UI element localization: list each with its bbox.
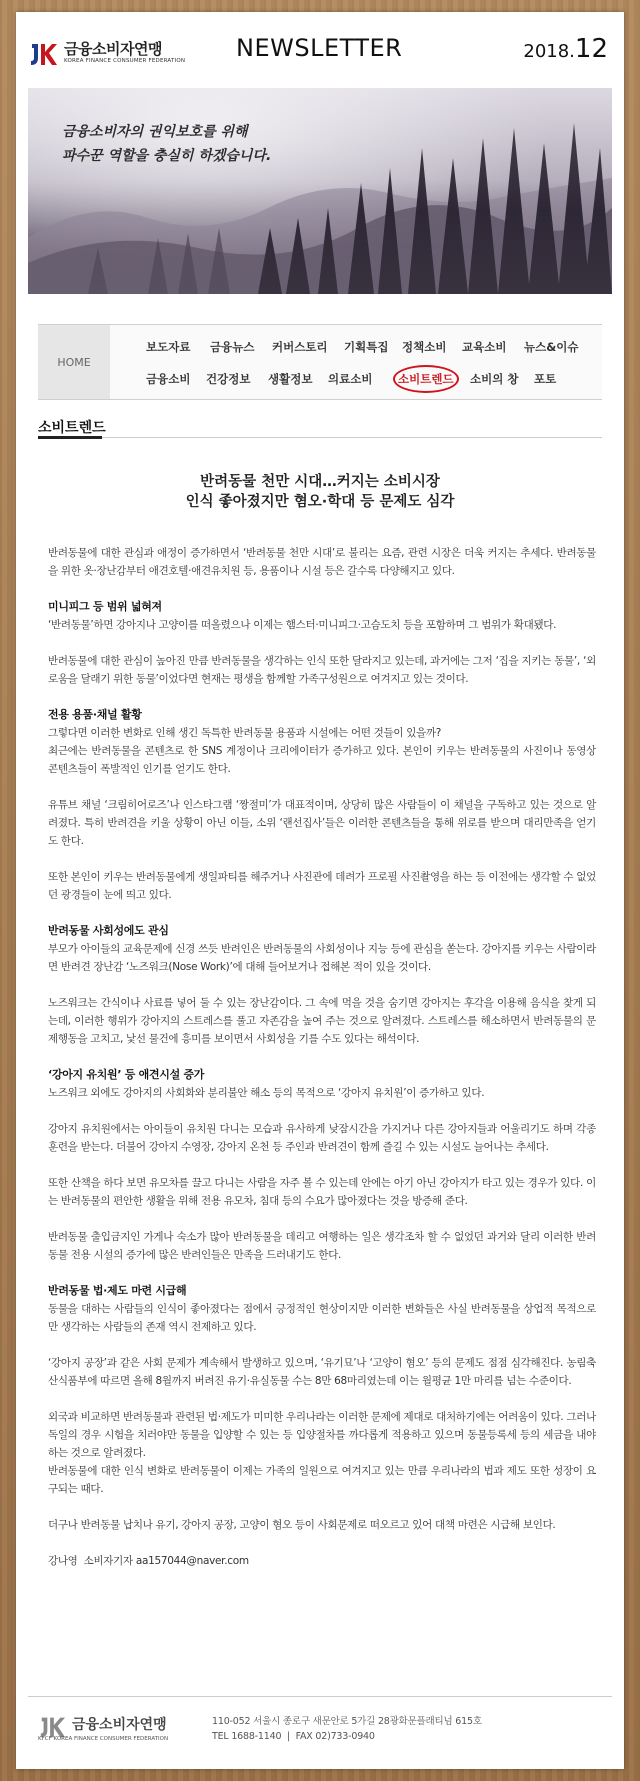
kfcf-logo-icon — [28, 38, 58, 68]
nav-item-education[interactable]: 교육소비 — [462, 340, 507, 354]
paragraph: 반려동물 출입금지인 가게나 숙소가 많아 반려동물을 데리고 여행하는 일은 생각조차 할 수 없었던 과거와 달리 이러한 반려동물 전용 시설의 증가에 많은 반려인들은 만족을 드러내기도 한다. — [48, 1231, 596, 1261]
nav-item-press-release[interactable]: 보도자료 — [146, 340, 191, 354]
paragraph: 또한 산책을 하다 보면 유모차를 끌고 다니는 사람을 자주 볼 수 있는데 안에는 아기 아닌 강아지가 타고 있는 경우가 있다. 이는 반려동물의 편안한 생활을 위해 전용 유모차, 침대 등의 수요가 많아졌다는 것을 방증해 준다. — [48, 1177, 596, 1207]
paragraph: 부모가 아이들의 교육문제에 신경 쓰듯 반려인은 반려동물의 사회성이나 지능 등에 관심을 쏟는다. 강아지를 키우는 사람이라면 반려견 장난감 ‘노즈워크(Nose Work)’에 대해 들어보거나 접해본 적이 있을 것이다. — [48, 943, 596, 973]
footer-org-name-en: KFCF KOREA FINANCE CONSUMER FEDERATION — [38, 1736, 169, 1742]
org-name: 금융소비자연맹 — [64, 40, 162, 58]
paragraph: 더구나 반려동물 납치나 유기, 강아지 공장, 고양이 혐오 등이 사회문제로 떠오르고 있어 대책 마련은 시급해 보인다. — [48, 1519, 556, 1531]
subheading: 전용 용품·채널 활황 — [48, 708, 142, 721]
paragraph: 외국과 비교하면 반려동물과 관련된 법·제도가 미미한 우리나라는 이러한 문제에 제대로 대처하기에는 어려움이 있다. 그러나 독일의 경우 시험을 치러야만 동물을 입양할 수 있는 등 입양절차를 까다롭게 적용하고 있으며 동물등록세 등의 세금을 내야 하는 것으로 알려졌다. — [48, 1411, 596, 1459]
hero-banner — [28, 88, 612, 294]
banner-slogan-line1: 금융소비자의 권익보호를 위해 — [62, 124, 248, 140]
paragraph: 노즈워크 외에도 강아지의 사회화와 분리불안 해소 등의 목적으로 ‘강아지 유치원’이 증가하고 있다. — [48, 1087, 485, 1099]
nav-item-finance-news[interactable]: 금융뉴스 — [210, 340, 255, 354]
newsletter-title: NEWSLETTER — [236, 34, 403, 62]
nav-item-policy[interactable]: 정책소비 — [402, 340, 447, 354]
headline-line1: 반려동물 천만 시대…커지는 소비시장 — [200, 474, 440, 490]
misty-forest-illustration — [28, 88, 612, 294]
issue-month: 12 — [574, 34, 608, 64]
org-name-en: KOREA FINANCE CONSUMER FEDERATION — [64, 58, 186, 64]
nav-item-consumer-trend[interactable]: 소비트렌드 — [398, 372, 454, 386]
subheading: 미니피그 등 범위 넓혀져 — [48, 600, 162, 613]
paragraph: 또한 본인이 키우는 반려동물에게 생일파티를 해주거나 사진관에 데려가 프로필 사진촬영을 하는 등 이전에는 생각할 수 없었던 광경들이 눈에 띄고 있다. — [48, 871, 596, 901]
section-title: 소비트렌드 — [38, 420, 106, 436]
nav-item-news-issue[interactable]: 뉴스&이슈 — [524, 340, 579, 354]
banner-slogan-line2: 파수꾼 역할을 충실히 하겠습니다. — [62, 148, 272, 164]
nav-item-cover-story[interactable]: 커버스토리 — [272, 340, 328, 354]
banner-slogan — [62, 120, 271, 168]
article-byline: 강나영 소비자기자 aa157044@naver.com — [48, 1555, 249, 1567]
paragraph: ‘강아지 공장’과 같은 사회 문제가 계속해서 발생하고 있으며, ‘유기묘’나 ‘고양이 혐오’ 등의 문제도 점점 심각해진다. 농림축산식품부에 따르면 올해 8월까지 버려진 유기·유실동물 수는 8만 68마리였는데 이는 월평균 1만 마리를 넘는 수준이다. — [48, 1357, 596, 1387]
paragraph: 노즈워크는 간식이나 사료를 넣어 둘 수 있는 장난감이다. 그 속에 먹을 것을 숨기면 강아지는 후각을 이용해 음식을 찾게 되는데, 이러한 행위가 강아지의 스트레스를 풀고 자존감을 높여 주는 것으로 알려졌다. 스트레스를 해소하면서 반려동물의 문제행동을 고치고, 낯선 물건에 흥미를 보이면서 사회성을 기를 수도 있다는 해석이다. — [48, 997, 596, 1045]
newsletter-paper — [16, 12, 624, 1769]
paragraph: 동물을 대하는 사람들의 인식이 좋아졌다는 점에서 긍정적인 현상이지만 이러한 변화들은 사실 반려동물을 상업적 목적으로만 생각하는 사람들의 존재 역시 전제하고 있다. — [48, 1303, 596, 1333]
paragraph: 반려동물에 대한 관심과 애정이 증가하면서 ‘반려동물 천만 시대’로 불리는 요즘, 관련 시장은 더욱 커지는 추세다. 반려동물을 위한 옷·장난감부터 애견호텔·애견유치원 등, 용품이나 시설 등은 갈수록 다양해지고 있다. — [48, 547, 596, 577]
paragraph: 그렇다면 이러한 변화로 인해 생긴 독특한 반려동물 용품과 시설에는 어떤 것들이 있을까? — [48, 727, 442, 739]
nav-item-finance-consumption[interactable]: 금융소비 — [146, 372, 191, 386]
subheading: ‘강아지 유치원’ 등 애견시설 증가 — [48, 1068, 205, 1081]
issue-date — [523, 34, 608, 64]
nav-home[interactable]: HOME — [38, 325, 110, 399]
paragraph: ‘반려동물’하면 강아지나 고양이를 떠올렸으나 이제는 햄스터·미니피그·고슴도치 등을 포함하며 그 범위가 확대됐다. — [48, 619, 557, 631]
footer-divider — [28, 1696, 612, 1697]
paragraph: 반려동물에 대한 관심이 높아진 만큼 반려동물을 생각하는 인식 또한 달라지고 있는데, 과거에는 그저 ‘집을 지키는 동물’, ‘외로움을 달래기 위한 동물’이었다면 현재는 평생을 함께할 가족구성원으로 여겨지고 있는 것이다. — [48, 655, 596, 685]
paragraph: 유튜브 채널 ‘크림히어로즈’나 인스타그램 ‘짱절미’가 대표적이며, 상당히 많은 사람들이 이 채널을 구독하고 있는 것으로 알려졌다. 특히 반려견을 키울 상황이 아닌 이들, 소위 ‘랜선집사’들은 이러한 콘텐츠들을 통해 위로를 받으며 대리만족을 얻기도 한다. — [48, 799, 596, 847]
category-nav — [38, 324, 602, 400]
paragraph: 반려동물에 대한 인식 변화로 반려동물이 이제는 가족의 일원으로 여겨지고 있는 만큼 우리나라의 법과 제도 또한 성장이 요구되는 때다. — [48, 1465, 596, 1495]
nav-item-photo[interactable]: 포토 — [534, 372, 557, 386]
nav-item-living[interactable]: 생활정보 — [268, 372, 313, 386]
subheading: 반려동물 법·제도 마련 시급해 — [48, 1284, 187, 1297]
newsletter-header — [16, 12, 624, 90]
nav-item-medical[interactable]: 의료소비 — [328, 372, 373, 386]
headline-line2: 인식 좋아졌지만 혐오·학대 등 문제도 심각 — [185, 494, 455, 510]
section-divider — [38, 437, 602, 438]
footer-logo[interactable] — [38, 1712, 198, 1748]
nav-item-health[interactable]: 건강정보 — [206, 372, 251, 386]
org-logo[interactable] — [28, 38, 188, 74]
article-headline — [16, 472, 624, 512]
footer-address: 110-052 서울시 종로구 새문안로 5가길 28광화문플래티넘 615호 — [212, 1716, 482, 1727]
section-title-underline — [38, 436, 102, 439]
paragraph: 최근에는 반려동물을 콘텐츠로 한 SNS 계정이나 크리에이터가 증가하고 있다. 본인이 키우는 반려동물의 사진이나 동영상 콘텐츠들이 폭발적인 인기를 얻기도 한다. — [48, 745, 596, 775]
subheading: 반려동물 사회성에도 관심 — [48, 924, 169, 937]
nav-item-consumer-window[interactable]: 소비의 창 — [470, 372, 519, 386]
paragraph: 강아지 유치원에서는 아이들이 유치원 다니는 모습과 유사하게 낮잠시간을 가지거나 다른 강아지들과 어울리기도 하며 각종 훈련을 받는다. 더불어 강아지 수영장, 강아지 온천 등 주인과 반려견이 함께 즐길 수 있는 시설도 늘어나는 추세다. — [48, 1123, 596, 1153]
issue-year: 2018. — [523, 41, 575, 62]
nav-item-special[interactable]: 기획특집 — [344, 340, 389, 354]
article-body — [48, 544, 596, 1588]
footer-contact — [212, 1714, 482, 1744]
footer-phone-fax: TEL 1688-1140 | FAX 02)733-0940 — [212, 1731, 375, 1742]
footer-org-name: 금융소비자연맹 — [72, 1717, 167, 1733]
